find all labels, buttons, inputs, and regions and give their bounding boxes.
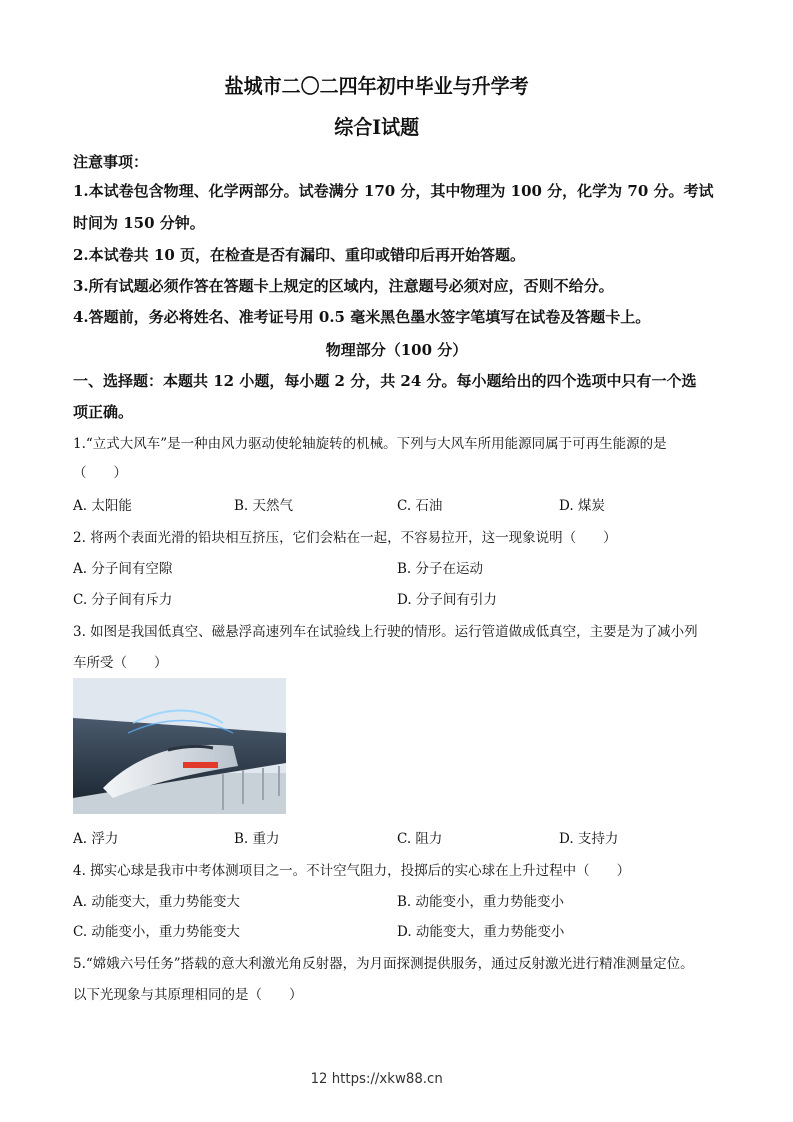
question-3-line-1: 3. 如图是我国低真空、磁悬浮高速列车在试验线上行驶的情形。运行管道做成低真空，主要是为了减小列 — [73, 624, 698, 640]
page-title: 盐城市二〇二四年初中毕业与升学考 — [224, 74, 529, 98]
question-2-line-1: 2. 将两个表面光滑的铅块相互挤压，它们会粘在一起，不容易拉开，这一现象说明（ ） — [73, 530, 617, 546]
maglev-train-illustration — [73, 678, 286, 814]
question-3-option-a: A. 浮力 — [73, 831, 119, 847]
page-subtitle: 综合Ⅰ试题 — [334, 115, 420, 139]
physics-section-heading: 物理部分（100 分） — [325, 341, 468, 359]
maglev-train-figure — [73, 678, 286, 814]
question-4-line-1: 4. 掷实心球是我市中考体测项目之一。不计空气阻力，投掷后的实心球在上升过程中（ ） — [73, 863, 631, 879]
question-1-option-d: D. 煤炭 — [559, 498, 605, 514]
question-5-line-2: 以下光现象与其原理相同的是（ ） — [73, 987, 303, 1003]
question-1-line-1: 1.“立式大风车”是一种由风力驱动使轮轴旋转的机械。下列与大风车所用能源同属于可再生能源的是 — [73, 436, 667, 452]
question-3-line-2: 车所受（ ） — [73, 655, 168, 671]
question-4-option-a: A. 动能变大，重力势能变大 — [73, 894, 240, 910]
question-3-option-c: C. 阻力 — [397, 831, 443, 847]
notice-heading: 注意事项： — [73, 153, 149, 171]
notice-item-4: 4.答题前，务必将姓名、准考证号用 0.5 毫米黑色墨水签字笔填写在试卷及答题卡上。 — [73, 308, 651, 326]
question-4-option-d: D. 动能变大，重力势能变小 — [397, 924, 565, 940]
question-2-option-b: B. 分子在运动 — [397, 561, 484, 577]
question-3-option-b: B. 重力 — [234, 831, 280, 847]
question-2-option-a: A. 分子间有空隙 — [73, 561, 173, 577]
question-5-line-1: 5.“嫦娥六号任务”搭载的意大利激光角反射器，为月面探测提供服务，通过反射激光进行精准测量定位。 — [73, 956, 694, 972]
notice-item-1-line-1: 1.本试卷包含物理、化学两部分。试卷满分 170 分，其中物理为 100 分，化学为 70 分。考试 — [73, 182, 714, 200]
question-3-option-d: D. 支持力 — [559, 831, 619, 847]
question-2-option-c: C. 分子间有斥力 — [73, 592, 173, 608]
notice-item-1-line-2: 时间为 150 分钟。 — [73, 214, 205, 232]
question-4-option-b: B. 动能变小，重力势能变小 — [397, 894, 565, 910]
page-footer: 12 https://xkw88.cn — [310, 1071, 443, 1087]
part-1-instructions-line-2: 项正确。 — [73, 403, 134, 421]
notice-item-2: 2.本试卷共 10 页，在检查是否有漏印、重印或错印后再开始答题。 — [73, 246, 525, 264]
part-1-instructions-line-1: 一、选择题：本题共 12 小题，每小题 2 分，共 24 分。每小题给出的四个选项中只有一个选 — [73, 372, 697, 390]
notice-item-3: 3.所有试题必须作答在答题卡上规定的区域内，注意题号必须对应，否则不给分。 — [73, 277, 614, 295]
question-1-option-c: C. 石油 — [397, 498, 443, 514]
question-4-option-c: C. 动能变小，重力势能变大 — [73, 924, 240, 940]
question-2-option-d: D. 分子间有引力 — [397, 592, 497, 608]
question-1-option-b: B. 天然气 — [234, 498, 294, 514]
question-1-line-2: （ ） — [73, 465, 127, 481]
question-1-option-a: A. 太阳能 — [73, 498, 132, 514]
